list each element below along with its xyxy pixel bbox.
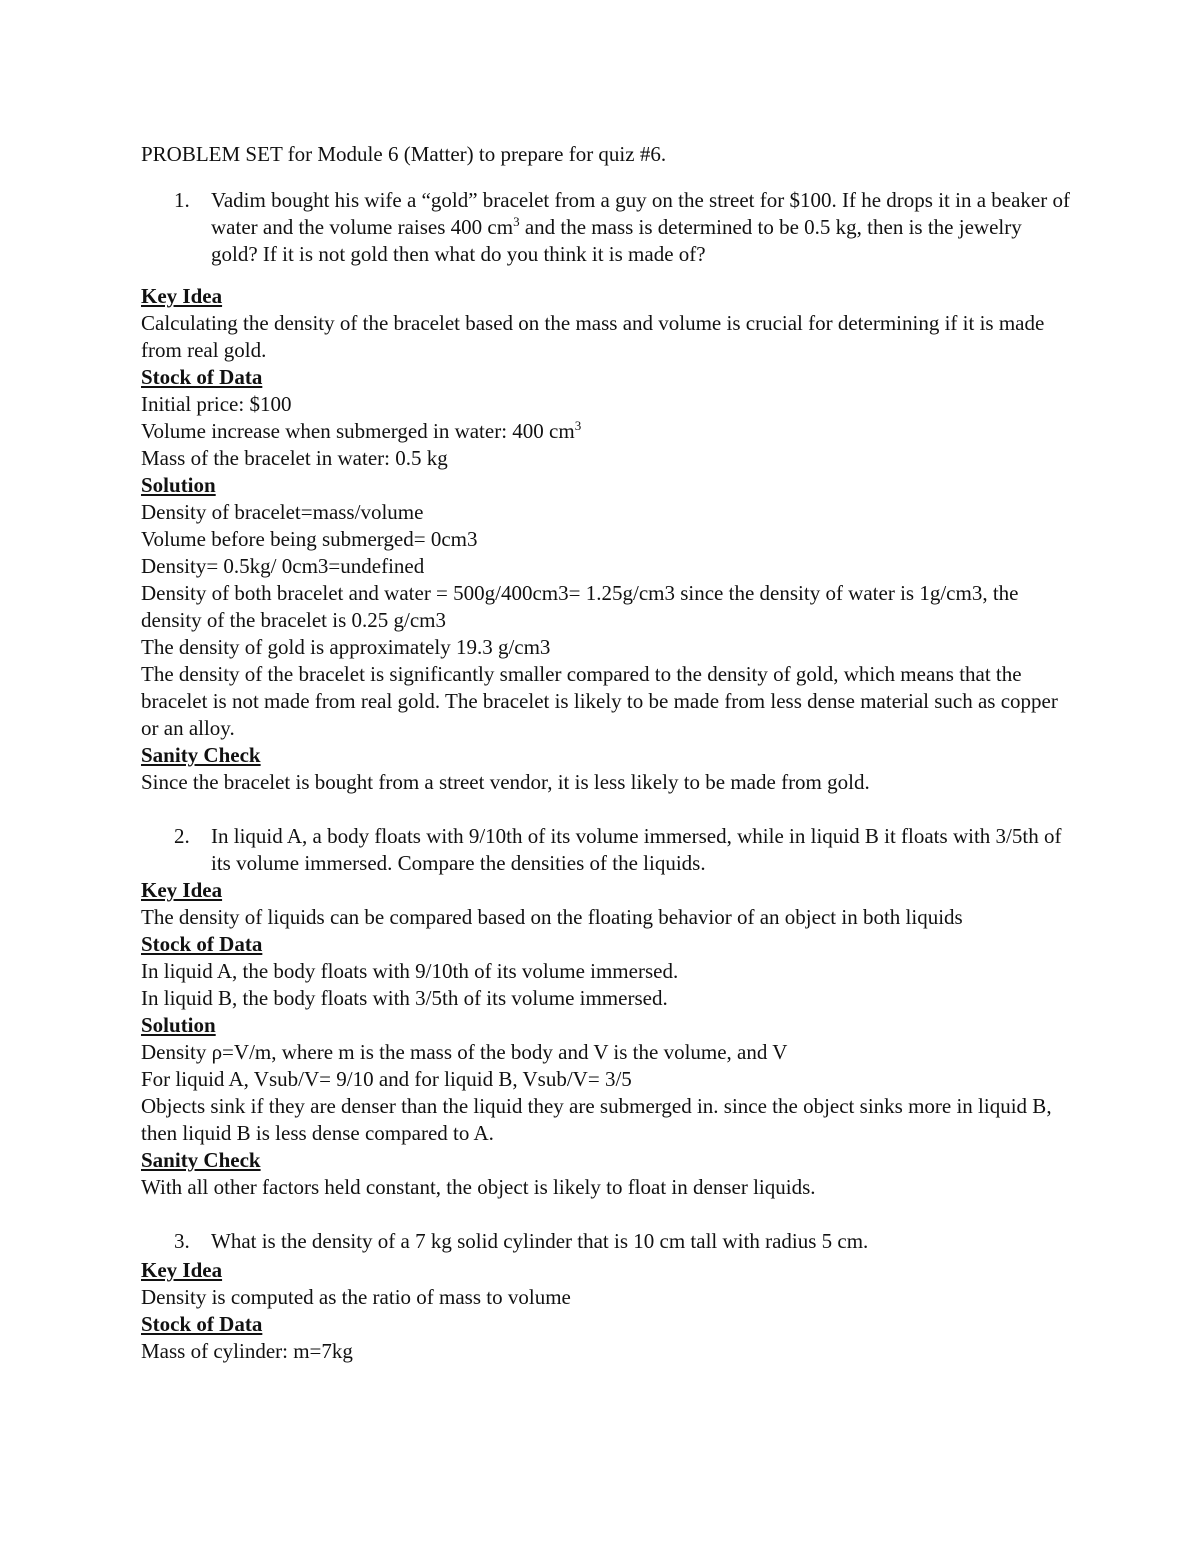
stock-of-data-heading: Stock of Data (141, 365, 263, 389)
problem-3-question: 3. What is the density of a 7 kg solid cylinder that is 10 cm tall with radius 5 cm. (174, 1229, 869, 1253)
solution-line: Density of both bracelet and water = 500g/400cm3= 1.25g/cm3 since the density of water is 1g/cm3, the density of the bracelet is 0.25 g/cm3 (141, 581, 1019, 632)
solution-line: For liquid A, Vsub/V= 9/10 and for liquid B, Vsub/V= 3/5 (141, 1067, 632, 1091)
solution-line: Density of bracelet=mass/volume (141, 500, 424, 524)
stock-item: In liquid A, the body floats with 9/10th of its volume immersed. (141, 959, 679, 983)
stock-item: In liquid B, the body floats with 3/5th of its volume immersed. (141, 986, 668, 1010)
solution-line: Volume before being submerged= 0cm3 (141, 527, 478, 551)
key-idea-text: Calculating the density of the bracelet based on the mass and volume is crucial for determining if it is made from real gold. (141, 311, 1045, 362)
solution-line: The density of the bracelet is significantly smaller compared to the density of gold, which means that the bracelet is not made from real gold. The bracelet is likely to be made from less dense material such as copper or an alloy. (141, 662, 1058, 740)
solution-line: Density ρ=V/m, where m is the mass of the body and V is the volume, and V (141, 1040, 788, 1064)
stock-of-data-heading: Stock of Data (141, 932, 263, 956)
problem-number: 3. (174, 1229, 190, 1253)
sanity-check-heading: Sanity Check (141, 1148, 261, 1172)
key-idea-text: The density of liquids can be compared based on the floating behavior of an object in both liquids (141, 905, 963, 929)
sanity-check-text: Since the bracelet is bought from a street vendor, it is less likely to be made from gold. (141, 770, 870, 794)
key-idea-heading: Key Idea (141, 878, 223, 902)
problem-2-question: 2. In liquid A, a body floats with 9/10th of its volume immersed, while in liquid B it floats with 3/5th of its volume immersed. Compare the densities of the liquids. (174, 824, 1062, 875)
problem-1-question: 1. Vadim bought his wife a “gold” bracelet from a guy on the street for $100. If he drops it in a beaker of water and the volume raises 400 $cm^3$ and the mass is determined to be 0.5 kg, then is the jewelry gold? If it is not gold then what do you think it is made of? (174, 188, 1070, 266)
stock-item: Volume increase when submerged in water: 400 $cm^3$ (141, 418, 582, 443)
sanity-check-heading: Sanity Check (141, 743, 261, 767)
solution-line: Density= 0.5kg/ 0cm3=undefined (141, 554, 425, 578)
document-title: PROBLEM SET for Module 6 (Matter) to prepare for quiz #6. (141, 142, 667, 166)
solution-line: The density of gold is approximately 19.3 g/cm3 (141, 635, 551, 659)
key-idea-heading: Key Idea (141, 1258, 223, 1282)
problem-number: 1. (174, 188, 190, 212)
solution-heading: Solution (141, 1013, 216, 1037)
stock-item: Mass of the bracelet in water: 0.5 kg (141, 446, 448, 470)
stock-item: Mass of cylinder: m=7kg (141, 1339, 353, 1363)
problem-number: 2. (174, 824, 190, 848)
stock-item: Initial price: $100 (141, 392, 292, 416)
sanity-check-text: With all other factors held constant, the object is likely to float in denser liquids. (141, 1175, 816, 1199)
solution-heading: Solution (141, 473, 216, 497)
solution-line: Objects sink if they are denser than the liquid they are submerged in. since the object sinks more in liquid B, then liquid B is less dense compared to A. (141, 1094, 1052, 1145)
stock-of-data-heading: Stock of Data (141, 1312, 263, 1336)
key-idea-heading: Key Idea (141, 284, 223, 308)
key-idea-text: Density is computed as the ratio of mass to volume (141, 1285, 571, 1309)
document-page (141, 141, 1071, 1365)
